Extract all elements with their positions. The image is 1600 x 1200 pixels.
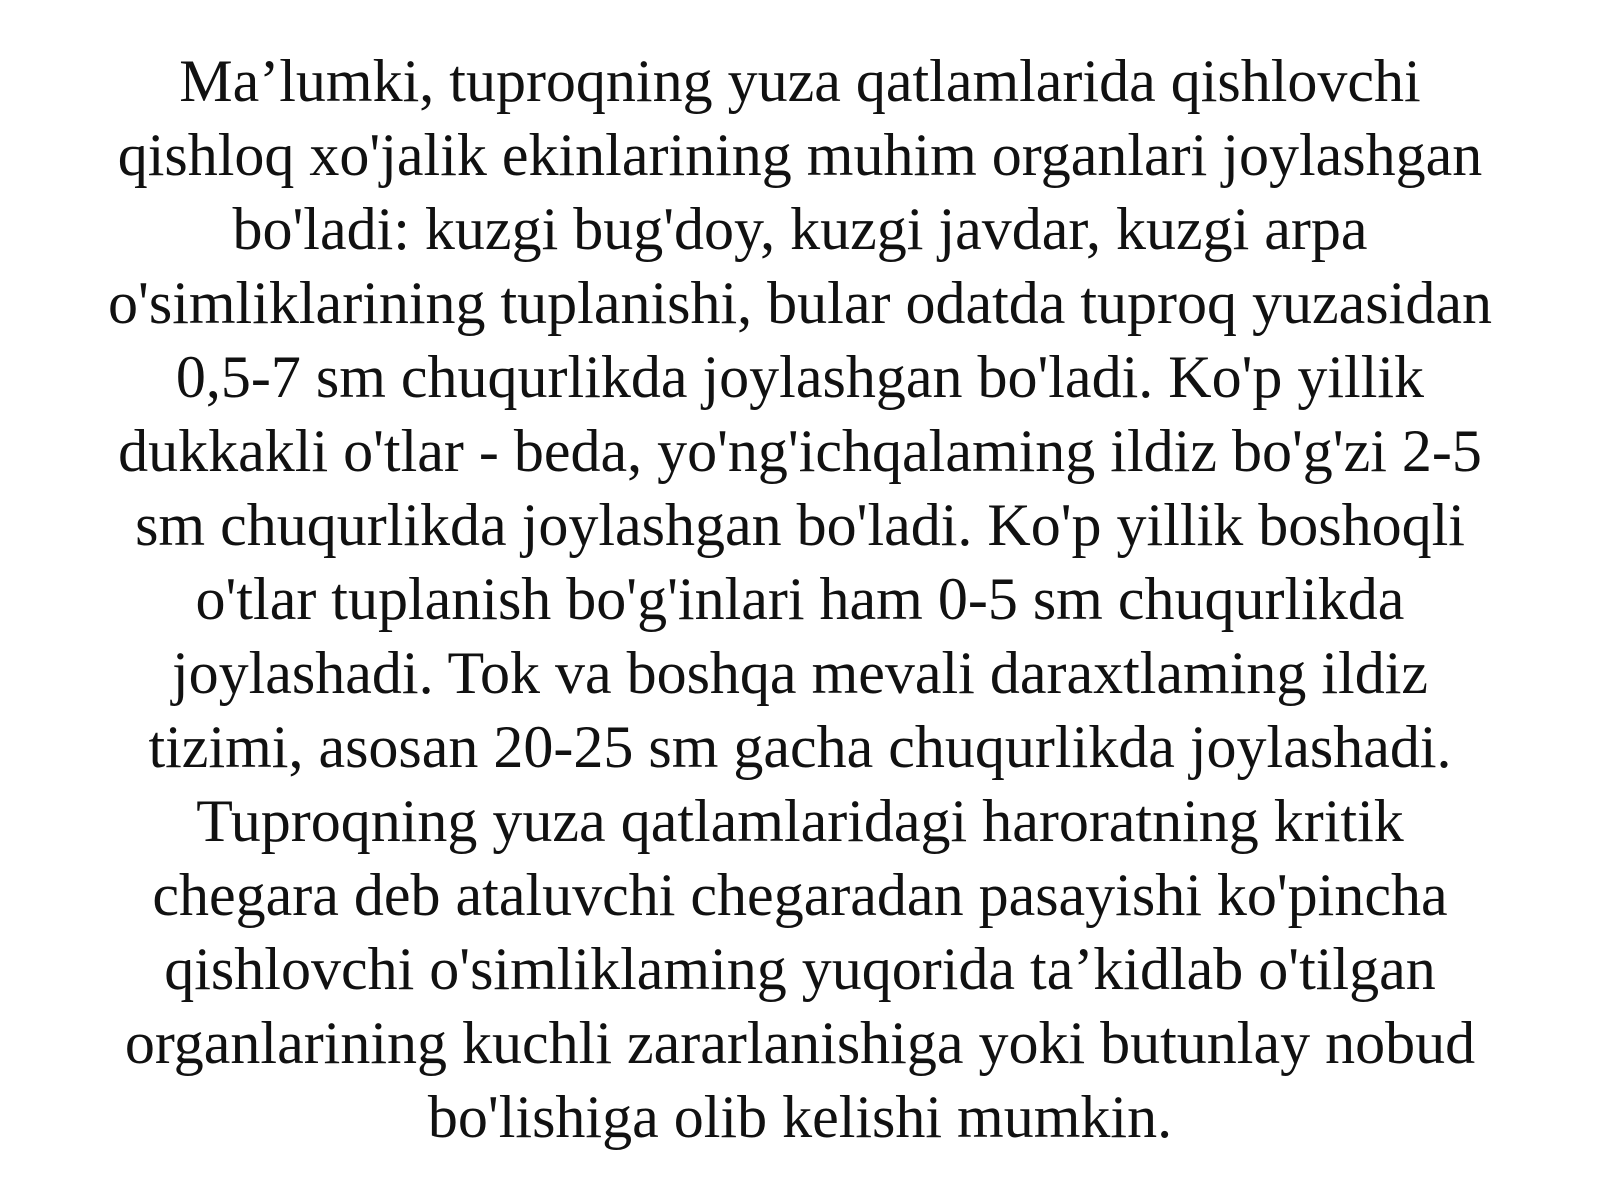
- paragraph-line: tizimi, asosan 20-25 sm gacha chuqurlikda joylashadi.: [148, 714, 1452, 780]
- paragraph-line: organlarining kuchli zararlanishiga yoki butunlay nobud: [124, 1010, 1476, 1076]
- body-paragraph: [60, 44, 1540, 1154]
- paragraph-line: qishlovchi o'simliklaming yuqorida ta’kidlab o'tilgan: [164, 936, 1436, 1002]
- paragraph-line: o'simliklarining tuplanishi, bular odatda tuproq yuzasidan: [108, 270, 1492, 336]
- paragraph-line: bo'lishiga olib kelishi mumkin.: [427, 1084, 1173, 1150]
- paragraph-line: qishloq xo'jalik ekinlarining muhim organlari joylashgan: [117, 122, 1483, 188]
- paragraph-line: Tuproqning yuza qatlamlaridagi haroratning kritik: [196, 788, 1404, 854]
- paragraph-line: 0,5-7 sm chuqurlikda joylashgan bo'ladi. Ko'p yillik: [175, 344, 1425, 410]
- paragraph-line: bo'ladi: kuzgi bug'doy, kuzgi javdar, kuzgi arpa: [232, 196, 1368, 262]
- paragraph-line: o'tlar tuplanish bo'g'inlari ham 0-5 sm chuqurlikda: [195, 566, 1405, 632]
- paragraph-line: Ma’lumki, tuproqning yuza qatlamlarida qishlovchi: [179, 48, 1421, 114]
- paragraph-line: sm chuqurlikda joylashgan bo'ladi. Ko'p yillik boshoqli: [135, 492, 1465, 558]
- paragraph-line: chegara deb ataluvchi chegaradan pasayishi ko'pincha: [152, 862, 1448, 928]
- paragraph-line: dukkakli o'tlar - beda, yo'ng'ichqalaming ildiz bo'g'zi 2-5: [118, 418, 1482, 484]
- paragraph-line: joylashadi. Tok va boshqa mevali daraxtlaming ildiz: [171, 640, 1429, 706]
